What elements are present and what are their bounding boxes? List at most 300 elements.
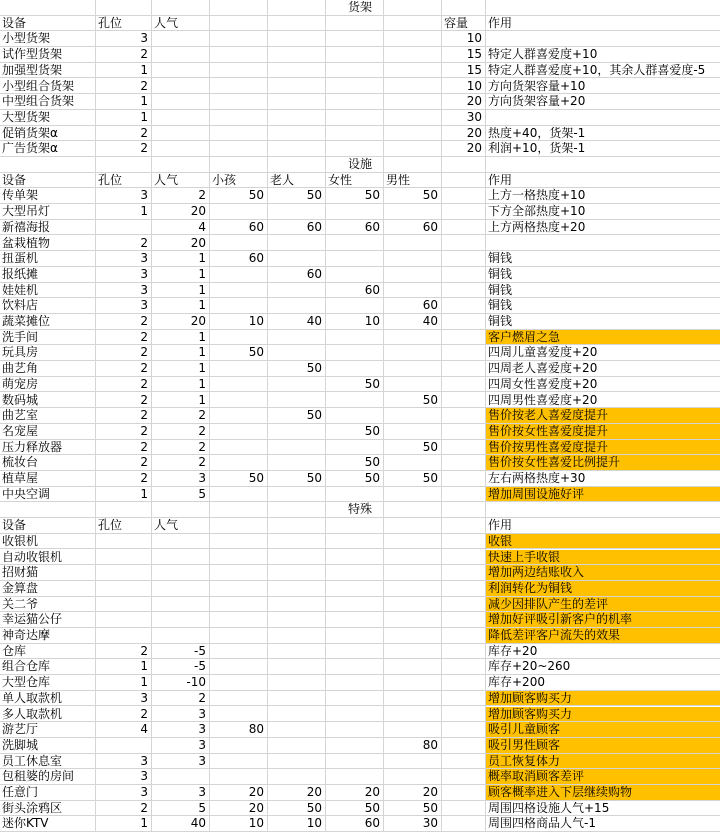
value-cell[interactable] [210,612,268,627]
value-cell[interactable]: 3 [198,722,206,737]
value-cell[interactable] [152,126,210,141]
device-name-cell[interactable]: 扭蛋机 [2,251,39,266]
effect-cell[interactable]: 上方两格热度+20 [488,219,586,234]
value-cell[interactable] [442,314,486,329]
value-cell[interactable] [210,455,268,470]
device-name-cell[interactable]: 仓库 [2,643,27,658]
effect-cell[interactable]: 四周女性喜爱度+20 [488,376,598,391]
value-cell[interactable] [210,298,268,313]
value-cell[interactable]: 2 [140,392,148,407]
value-cell[interactable] [442,675,486,690]
effect-cell[interactable]: 四周男性喜爱度+20 [488,392,598,407]
table-row[interactable] [0,220,720,236]
table-row[interactable] [0,47,720,63]
value-cell[interactable] [384,236,442,251]
effect-cell[interactable]: 库存+200 [488,675,545,690]
value-cell[interactable] [210,267,268,282]
value-cell[interactable]: 3 [198,471,206,485]
value-cell[interactable]: 2 [140,423,148,438]
value-cell[interactable] [268,707,326,722]
value-cell[interactable] [384,565,442,580]
table-row[interactable] [0,330,720,346]
value-cell[interactable]: 20 [306,785,322,799]
value-cell[interactable]: 1 [198,282,206,297]
device-name-cell[interactable]: 数码城 [2,392,39,407]
value-cell[interactable] [384,707,442,722]
value-cell[interactable]: 1 [198,345,206,360]
table-row[interactable] [0,440,720,456]
value-cell[interactable]: 1 [140,816,148,831]
table-row[interactable] [0,628,720,644]
device-name-cell[interactable]: 试作型货架 [2,47,63,62]
value-cell[interactable]: 40 [306,314,322,328]
table-row[interactable] [0,769,720,785]
value-cell[interactable] [326,440,384,455]
value-cell[interactable] [268,393,326,408]
value-cell[interactable] [268,330,326,345]
effect-cell[interactable]: 增加两边结账收入 [486,565,720,580]
value-cell[interactable] [210,126,268,141]
device-name-cell[interactable]: 员工休息室 [2,753,63,768]
value-cell[interactable] [384,204,442,219]
value-cell[interactable] [442,801,486,816]
value-cell[interactable] [384,31,442,46]
value-cell[interactable]: 2 [140,439,148,454]
value-cell[interactable]: 3 [140,753,148,768]
device-name-cell[interactable]: 压力释放器 [2,439,63,454]
value-cell[interactable] [96,534,152,549]
table-row[interactable] [0,801,720,817]
value-cell[interactable] [268,440,326,455]
value-cell[interactable] [326,644,384,659]
device-name-cell[interactable]: 梳妆台 [2,455,39,470]
value-cell[interactable] [210,581,268,596]
table-row[interactable] [0,534,720,550]
table-row[interactable] [0,675,720,691]
value-cell[interactable] [96,738,152,753]
value-cell[interactable] [326,722,384,737]
value-cell[interactable] [326,597,384,612]
table-row[interactable] [0,298,720,314]
value-cell[interactable] [152,79,210,94]
table-row[interactable] [0,283,720,299]
value-cell[interactable]: 60 [248,219,264,234]
value-cell[interactable]: 60 [364,282,380,297]
value-cell[interactable] [442,628,486,643]
value-cell[interactable] [442,377,486,392]
table-row[interactable] [0,644,720,660]
effect-cell[interactable]: 增加顾客购买力 [486,691,720,706]
value-cell[interactable] [326,565,384,580]
value-cell[interactable] [326,79,384,94]
value-cell[interactable] [326,361,384,376]
value-cell[interactable] [442,754,486,769]
value-cell[interactable] [384,47,442,62]
value-cell[interactable]: 2 [140,471,148,485]
value-cell[interactable]: 2 [140,329,148,344]
value-cell[interactable] [152,534,210,549]
device-name-cell[interactable]: 蔬菜摊位 [2,314,51,328]
value-cell[interactable] [384,79,442,94]
value-cell[interactable]: 50 [306,188,322,203]
value-cell[interactable]: 5 [198,800,206,815]
value-cell[interactable]: 3 [140,282,148,297]
value-cell[interactable] [326,769,384,784]
value-cell[interactable] [268,377,326,392]
value-cell[interactable] [210,141,268,156]
value-cell[interactable] [384,110,442,125]
table-row[interactable] [0,251,720,267]
value-cell[interactable] [210,283,268,298]
value-cell[interactable] [210,707,268,722]
value-cell[interactable] [384,550,442,565]
value-cell[interactable] [268,487,326,502]
table-row[interactable] [0,691,720,707]
value-cell[interactable] [210,565,268,580]
value-cell[interactable] [326,110,384,125]
value-cell[interactable] [210,597,268,612]
value-cell[interactable] [268,424,326,439]
effect-cell[interactable]: 员工恢复体力 [486,754,720,769]
value-cell[interactable] [268,754,326,769]
value-cell[interactable] [442,267,486,282]
effect-cell[interactable]: 顾客概率进入下层继续购物 [486,785,720,800]
device-name-cell[interactable]: 大型吊灯 [2,204,51,219]
value-cell[interactable] [268,691,326,706]
value-cell[interactable] [442,188,486,203]
value-cell[interactable] [210,377,268,392]
effect-cell[interactable]: 铜钱 [488,282,513,297]
value-cell[interactable]: 2 [140,235,148,250]
value-cell[interactable] [384,691,442,706]
device-name-cell[interactable]: 加强型货架 [2,62,63,77]
table-row[interactable] [0,141,720,157]
value-cell[interactable]: 3 [140,188,148,203]
value-cell[interactable] [268,581,326,596]
value-cell[interactable] [384,534,442,549]
table-row[interactable] [0,785,720,801]
value-cell[interactable]: 20 [248,785,264,799]
value-cell[interactable]: 2 [198,423,206,438]
value-cell[interactable]: 50 [306,800,322,815]
device-name-cell[interactable]: 收银机 [2,533,39,548]
value-cell[interactable]: 20 [190,204,206,219]
effect-cell[interactable]: 方向货架容量+10 [488,78,586,93]
device-name-cell[interactable]: 盆栽植物 [2,235,51,250]
value-cell[interactable]: 2 [198,690,206,705]
device-name-cell[interactable]: 自动收银机 [2,549,63,564]
value-cell[interactable] [384,659,442,674]
value-cell[interactable] [442,298,486,313]
value-cell[interactable]: 15 [466,47,482,62]
value-cell[interactable]: 50 [364,376,380,391]
value-cell[interactable] [326,612,384,627]
value-cell[interactable] [384,283,442,298]
value-cell[interactable] [326,393,384,408]
value-cell[interactable]: 3 [140,690,148,705]
device-name-cell[interactable]: 促销货架α [2,125,58,140]
value-cell[interactable] [442,534,486,549]
device-name-cell[interactable]: 关二爷 [2,596,39,611]
value-cell[interactable] [268,31,326,46]
table-row[interactable] [0,110,720,126]
value-cell[interactable] [152,47,210,62]
table-row[interactable] [0,345,720,361]
value-cell[interactable] [442,785,486,800]
value-cell[interactable]: 50 [364,800,380,815]
value-cell[interactable] [384,141,442,156]
value-cell[interactable] [442,487,486,502]
value-cell[interactable]: 30 [466,109,482,124]
value-cell[interactable] [268,251,326,266]
value-cell[interactable] [268,236,326,251]
value-cell[interactable] [384,769,442,784]
value-cell[interactable] [210,110,268,125]
device-name-cell[interactable]: 萌宠房 [2,376,39,391]
value-cell[interactable] [384,424,442,439]
device-name-cell[interactable]: 迷你KTV [2,816,49,831]
value-cell[interactable]: 15 [466,62,482,77]
value-cell[interactable] [210,393,268,408]
value-cell[interactable] [442,220,486,235]
effect-cell[interactable]: 客户燃眉之急 [486,330,720,345]
effect-cell[interactable]: 利润转化为铜钱 [486,581,720,596]
effect-cell[interactable]: 降低差评客户流失的效果 [486,628,720,643]
value-cell[interactable] [326,534,384,549]
value-cell[interactable] [210,754,268,769]
value-cell[interactable] [268,769,326,784]
value-cell[interactable]: 2 [198,439,206,454]
value-cell[interactable]: 50 [306,361,322,376]
value-cell[interactable]: 10 [306,816,322,831]
value-cell[interactable]: 2 [140,314,148,328]
device-name-cell[interactable]: 单人取款机 [2,690,63,705]
effect-cell[interactable]: 快速上手收银 [486,550,720,565]
value-cell[interactable]: 1 [140,204,148,219]
value-cell[interactable] [268,628,326,643]
value-cell[interactable]: 3 [198,785,206,799]
table-row[interactable] [0,722,720,738]
effect-cell[interactable]: 利润+10，货架-1 [488,141,586,156]
value-cell[interactable] [210,487,268,502]
value-cell[interactable] [384,754,442,769]
device-name-cell[interactable]: 组合仓库 [2,659,51,674]
table-row[interactable] [0,455,720,471]
value-cell[interactable]: 2 [140,141,148,156]
device-name-cell[interactable]: 洗脚城 [2,737,39,752]
value-cell[interactable] [326,126,384,141]
value-cell[interactable]: 1 [140,659,148,674]
value-cell[interactable] [384,408,442,423]
value-cell[interactable] [210,675,268,690]
effect-cell[interactable] [486,31,720,46]
value-cell[interactable]: 50 [422,471,438,485]
effect-cell[interactable]: 铜钱 [488,298,513,313]
value-cell[interactable]: 3 [198,737,206,752]
value-cell[interactable]: 1 [198,376,206,391]
value-cell[interactable] [210,63,268,78]
value-cell[interactable] [210,408,268,423]
table-row[interactable] [0,424,720,440]
value-cell[interactable]: 2 [140,800,148,815]
value-cell[interactable] [326,251,384,266]
device-name-cell[interactable]: 多人取款机 [2,706,63,721]
value-cell[interactable]: 1 [140,109,148,124]
value-cell[interactable] [152,31,210,46]
value-cell[interactable] [384,581,442,596]
table-row[interactable] [0,361,720,377]
value-cell[interactable]: 2 [140,361,148,376]
value-cell[interactable]: 50 [364,188,380,203]
value-cell[interactable] [442,565,486,580]
value-cell[interactable] [326,581,384,596]
value-cell[interactable] [326,659,384,674]
value-cell[interactable] [442,330,486,345]
value-cell[interactable]: 4 [140,722,148,737]
value-cell[interactable] [326,754,384,769]
table-row[interactable] [0,612,720,628]
value-cell[interactable] [210,440,268,455]
value-cell[interactable] [268,47,326,62]
effect-cell[interactable] [486,236,720,251]
value-cell[interactable]: 3 [198,706,206,721]
value-cell[interactable]: 1 [198,298,206,313]
value-cell[interactable] [152,628,210,643]
value-cell[interactable] [268,534,326,549]
value-cell[interactable]: 2 [140,345,148,360]
value-cell[interactable]: 20 [422,785,438,799]
value-cell[interactable]: 80 [248,722,264,737]
value-cell[interactable] [96,581,152,596]
value-cell[interactable] [210,659,268,674]
value-cell[interactable]: 10 [248,816,264,831]
device-name-cell[interactable]: 大型仓库 [2,675,51,690]
value-cell[interactable]: 50 [248,188,264,203]
table-row[interactable] [0,267,720,283]
value-cell[interactable] [210,330,268,345]
value-cell[interactable] [152,63,210,78]
effect-cell[interactable]: 吸引男性顾客 [486,738,720,753]
device-name-cell[interactable]: 曲艺室 [2,408,39,423]
value-cell[interactable] [268,612,326,627]
table-row[interactable] [0,31,720,47]
value-cell[interactable] [268,597,326,612]
value-cell[interactable] [384,94,442,109]
value-cell[interactable] [326,487,384,502]
device-name-cell[interactable]: 饮料店 [2,298,39,313]
effect-cell[interactable]: 库存+20~260 [488,659,571,674]
value-cell[interactable]: 3 [140,31,148,46]
value-cell[interactable] [442,597,486,612]
value-cell[interactable] [384,675,442,690]
value-cell[interactable] [268,644,326,659]
value-cell[interactable] [152,597,210,612]
effect-cell[interactable]: 增加顾客购买力 [486,707,720,722]
value-cell[interactable] [268,141,326,156]
value-cell[interactable] [210,361,268,376]
value-cell[interactable] [326,408,384,423]
value-cell[interactable] [326,628,384,643]
table-row[interactable] [0,754,720,770]
value-cell[interactable]: 40 [422,314,438,328]
value-cell[interactable]: 60 [364,219,380,234]
device-name-cell[interactable]: 街头涂鸦区 [2,800,63,815]
effect-cell[interactable]: 特定人群喜爱度+10 [488,47,598,62]
device-name-cell[interactable]: 新禧海报 [2,219,51,234]
value-cell[interactable]: 60 [422,219,438,234]
effect-cell[interactable] [486,110,720,125]
table-row[interactable] [0,408,720,424]
value-cell[interactable]: 2 [140,643,148,658]
value-cell[interactable] [152,565,210,580]
value-cell[interactable] [442,440,486,455]
value-cell[interactable] [210,79,268,94]
value-cell[interactable]: 3 [140,785,148,799]
value-cell[interactable]: 2 [198,188,206,203]
value-cell[interactable] [96,220,152,235]
value-cell[interactable] [442,738,486,753]
value-cell[interactable] [96,612,152,627]
value-cell[interactable] [442,251,486,266]
device-name-cell[interactable]: 传单架 [2,188,39,203]
value-cell[interactable]: 2 [140,125,148,140]
value-cell[interactable] [268,550,326,565]
value-cell[interactable] [210,424,268,439]
value-cell[interactable]: -5 [194,659,206,674]
value-cell[interactable]: 40 [190,816,206,831]
effect-cell[interactable]: 下方全部热度+10 [488,204,586,219]
value-cell[interactable] [326,63,384,78]
device-name-cell[interactable]: 娃娃机 [2,282,39,297]
device-name-cell[interactable]: 广告货架α [2,141,58,156]
device-name-cell[interactable]: 中型组合货架 [2,94,75,109]
value-cell[interactable] [96,550,152,565]
effect-cell[interactable]: 特定人群喜爱度+10，其余人群喜爱度-5 [488,62,706,77]
value-cell[interactable]: 4 [198,219,206,234]
table-row[interactable] [0,738,720,754]
table-row[interactable] [0,377,720,393]
effect-cell[interactable]: 售价按女性喜爱比例提升 [486,455,720,470]
value-cell[interactable]: 2 [198,408,206,423]
value-cell[interactable] [326,707,384,722]
value-cell[interactable] [442,612,486,627]
value-cell[interactable] [384,126,442,141]
value-cell[interactable] [326,298,384,313]
value-cell[interactable] [442,393,486,408]
device-name-cell[interactable]: 任意门 [2,785,39,799]
value-cell[interactable] [326,31,384,46]
value-cell[interactable]: 10 [466,31,482,46]
value-cell[interactable] [326,330,384,345]
value-cell[interactable] [326,550,384,565]
effect-cell[interactable]: 方向货架容量+20 [488,94,586,109]
table-row[interactable] [0,188,720,204]
value-cell[interactable] [268,738,326,753]
value-cell[interactable] [210,236,268,251]
value-cell[interactable] [210,534,268,549]
value-cell[interactable] [442,691,486,706]
value-cell[interactable]: 2 [140,376,148,391]
device-name-cell[interactable]: 小型组合货架 [2,78,75,93]
table-row[interactable] [0,707,720,723]
value-cell[interactable] [384,628,442,643]
device-name-cell[interactable]: 招财猫 [2,565,39,580]
device-name-cell[interactable]: 洗手间 [2,329,39,344]
value-cell[interactable] [210,691,268,706]
table-row[interactable] [0,314,720,330]
effect-cell[interactable]: 周围四格设施人气+15 [488,800,610,815]
value-cell[interactable]: 2 [140,78,148,93]
